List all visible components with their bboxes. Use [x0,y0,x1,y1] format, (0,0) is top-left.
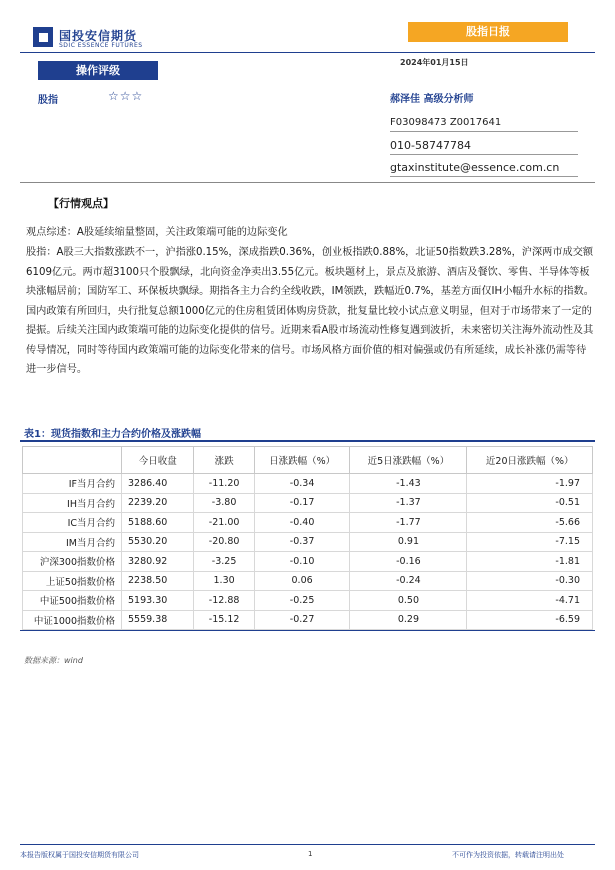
close-price: 5193.30 [122,591,194,611]
change: -3.25 [194,552,254,572]
contact-divider [390,154,578,155]
rating-label: 股指 [38,95,58,106]
table-header-cell: 近5日涨跌幅（%） [350,447,467,474]
daily-pct: -0.34 [254,474,350,494]
table-row [23,610,593,630]
five-day-pct: 0.29 [350,610,467,630]
change: -12.88 [194,591,254,611]
daily-pct: -0.17 [254,493,350,513]
daily-pct: -0.37 [254,532,350,552]
company-logo-icon [33,27,53,47]
table-row [23,552,593,572]
five-day-pct: 0.91 [350,532,467,552]
row-name: 沪深300指数价格 [23,552,122,572]
five-day-pct: -0.24 [350,571,467,591]
table-header-cell: 日涨跌幅（%） [254,447,350,474]
analyst-name: 郝泽佳 高级分析师 [390,94,474,105]
change: -21.00 [194,513,254,533]
twenty-day-pct: -0.51 [467,493,593,513]
table-top-rule [20,440,595,442]
table-header-cell: 近20日涨跌幅（%） [467,447,593,474]
section-divider [20,182,595,183]
row-name: IC当月合约 [23,513,122,533]
twenty-day-pct: -1.97 [467,474,593,494]
twenty-day-pct: -0.30 [467,571,593,591]
report-type-badge: 股指日报 [408,22,568,42]
five-day-pct: -0.16 [350,552,467,572]
row-name: 中证1000指数价格 [23,610,122,630]
report-date: 2024年01月15日 [400,58,469,67]
row-name: IM当月合约 [23,532,122,552]
close-price: 2239.20 [122,493,194,513]
table-row [23,513,593,533]
analyst-license: F03098473 Z0017641 [390,117,502,128]
contact-divider [390,176,578,177]
contact-divider [390,131,578,132]
row-name: IH当月合约 [23,493,122,513]
table-bottom-rule [20,630,595,631]
header-divider [20,52,595,53]
five-day-pct: -1.37 [350,493,467,513]
close-price: 5559.38 [122,610,194,630]
close-price: 2238.50 [122,571,194,591]
table-row [23,532,593,552]
company-name-cn: 国投安信期货 [59,29,138,43]
change: -3.80 [194,493,254,513]
daily-pct: -0.27 [254,610,350,630]
market-view-summary: 观点综述：A股延续缩量整固，关注政策端可能的边际变化 [26,227,288,238]
twenty-day-pct: -5.66 [467,513,593,533]
market-view-heading: 【行情观点】 [48,197,114,210]
table-row [23,571,593,591]
table-header-cell: 今日收盘 [122,447,194,474]
daily-pct: -0.40 [254,513,350,533]
footer-disclaimer: 不可作为投资依据，转载请注明出处 [452,851,564,859]
five-day-pct: -1.77 [350,513,467,533]
analyst-email[interactable]: gtaxinstitute@essence.com.cn [390,161,560,174]
daily-pct: -0.10 [254,552,350,572]
table-row [23,591,593,611]
company-name-en: SDIC ESSENCE FUTURES [59,42,143,49]
five-day-pct: -1.43 [350,474,467,494]
change: 1.30 [194,571,254,591]
table-row [23,474,593,494]
twenty-day-pct: -1.81 [467,552,593,572]
row-name: 中证500指数价格 [23,591,122,611]
footer-divider [20,844,595,845]
market-view-body: 股指：A股三大指数涨跌不一，沪指涨0.15%，深成指跌0.36%，创业板指跌0.88%，北证50指数跌3.28%，沪深两市成交额6109亿元。两市超3100只个股飘绿，北向资金净卖出3.55亿元。板块题材上，景点及旅游、酒店及餐饮、零售、半导体等板块涨幅居前；国防军工、环保板块飘绿。期指各主力合约全线收跌，IM领跌，跌幅近0.7%，基差方面仅IH小幅升水标的指数。国内政策有所回归，央行批复总额1000亿元的住房租赁团体购房贷款，批复量比较小试点意义明显，但对于市场带来了一定的提振。后续关注国内政策端可能的边际变化提供的信号。近期来看A股市场流动性修复遇到波折，未来密切关注海外流动性及其传导情况，同时等待国内政策端可能的边际变化带来的信号。市场风格方面价值的相对偏强或仍有所延续，成长补涨仍需等待进一步信号。 [26,247,594,375]
five-day-pct: 0.50 [350,591,467,611]
daily-pct: -0.25 [254,591,350,611]
close-price: 3286.40 [122,474,194,494]
row-name: IF当月合约 [23,474,122,494]
close-price: 3280.92 [122,552,194,572]
analyst-phone: 010-58747784 [390,139,471,152]
footer-copyright: 本报告版权属于国投安信期货有限公司 [20,851,139,859]
table-header-cell [23,447,122,474]
change: -11.20 [194,474,254,494]
twenty-day-pct: -6.59 [467,610,593,630]
table-title: 表1：现货指数和主力合约价格及涨跌幅 [24,429,201,440]
section-title-rating: 操作评级 [38,61,158,80]
row-name: 上证50指数价格 [23,571,122,591]
table-row [23,493,593,513]
close-price: 5188.60 [122,513,194,533]
close-price: 5530.20 [122,532,194,552]
change: -20.80 [194,532,254,552]
data-source: 数据来源：wind [24,656,83,665]
twenty-day-pct: -4.71 [467,591,593,611]
price-table [22,446,593,630]
change: -15.12 [194,610,254,630]
twenty-day-pct: -7.15 [467,532,593,552]
rating-stars-icon: ☆☆☆ [108,89,144,103]
page-number: 1 [308,850,313,858]
table-header-cell: 涨跌 [194,447,254,474]
daily-pct: 0.06 [254,571,350,591]
table-header-row [23,447,593,474]
